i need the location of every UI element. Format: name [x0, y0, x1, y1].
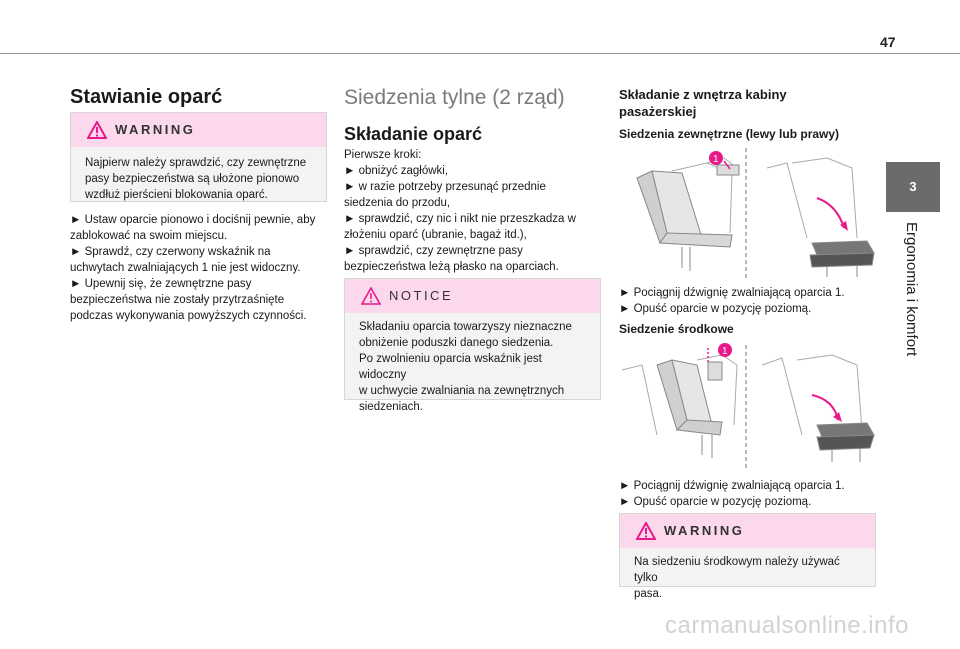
- warning-text: [85, 155, 316, 203]
- chapter-tab[interactable]: 3: [886, 162, 940, 212]
- text-line: w uchwycie zwalniania na zewnętrznych: [359, 385, 565, 397]
- warning-label: WARNING: [664, 523, 745, 538]
- warning-box-2: [619, 513, 876, 600]
- middle-seat-illustration: [612, 340, 880, 475]
- heading-skladanie-oparc: Składanie oparć: [344, 124, 483, 144]
- text-line: zablokować na swoim miejscu.: [70, 230, 228, 242]
- text-line: Na siedzeniu środkowym należy używać tylko: [634, 556, 840, 584]
- text-line: ► Ustaw oparcie pionowo i dociśnij pewnie, aby: [70, 214, 316, 226]
- text-line: ► Sprawdź, czy czerwony wskaźnik na: [70, 246, 271, 258]
- col1-body: [70, 212, 330, 324]
- text-line: ► Opuść oparcie w pozycję poziomą.: [619, 496, 812, 508]
- notice-label: NOTICE: [389, 288, 454, 303]
- text-line: ► sprawdzić, czy zewnętrzne pasy: [344, 245, 523, 257]
- heading-line: pasażerskiej: [619, 104, 697, 119]
- warning-label: WARNING: [115, 122, 196, 137]
- outer-seat-illustration: [612, 143, 880, 283]
- text-line: ► w razie potrzeby przesunąć przednie: [344, 181, 546, 193]
- text-line: pasa.: [634, 588, 663, 600]
- text-line: wzdłuż pierścieni blokowania oparć.: [85, 189, 268, 201]
- col2-body: [344, 147, 604, 275]
- warning-box-1: [70, 112, 327, 202]
- text-line: siedzeniach.: [359, 401, 423, 413]
- text-line: bezpieczeństwa leżą płasko na oparciach.: [344, 261, 559, 273]
- footer-watermark: carmanualsonline.info: [665, 612, 909, 639]
- text-line: ► obniżyć zagłówki,: [344, 165, 449, 177]
- text-line: pasy bezpieczeństwa są ułożone pionowo: [85, 173, 300, 185]
- middle-steps: [619, 478, 879, 510]
- text-line: ► Upewnij się, że zewnętrzne pasy: [70, 278, 252, 290]
- notice-icon: [361, 287, 381, 305]
- text-line: Pierwsze kroki:: [344, 149, 422, 161]
- text-line: obniżenie poduszki danego siedzenia.: [359, 337, 554, 349]
- warning-header: [620, 514, 875, 548]
- text-line: ► Pociągnij dźwignię zwalniającą oparcia 1.: [619, 480, 845, 492]
- text-line: siedzenia do przodu,: [344, 197, 451, 209]
- text-line: złożeniu oparć (ubranie, bagaż itd.),: [344, 229, 527, 241]
- warning-icon: [87, 121, 107, 139]
- callout-number: 1: [713, 154, 719, 165]
- text-line: Po zwolnieniu oparcia wskaźnik jest widoczny: [359, 353, 542, 381]
- text-line: uchwytach zwalniających 1 nie jest widoczny.: [70, 262, 301, 274]
- notice-text: [359, 319, 590, 415]
- text-line: podczas wykonywania powyższych czynności.: [70, 310, 307, 322]
- warning-text: [634, 554, 865, 602]
- text-line: ► Opuść oparcie w pozycję poziomą.: [619, 303, 812, 315]
- warning-icon: [636, 522, 656, 540]
- text-line: ► Pociągnij dźwignię zwalniającą oparcia 1.: [619, 287, 845, 299]
- heading-siedzenia-tylne: Siedzenia tylne (2 rząd): [344, 86, 565, 109]
- heading-outer-seats: Siedzenia zewnętrzne (lewy lub prawy): [619, 127, 840, 141]
- text-line: Składaniu oparcia towarzyszy nieznaczne: [359, 321, 572, 333]
- chapter-title-text: Ergonomia i komfort: [903, 222, 920, 357]
- text-line: bezpieczeństwa nie zostały przytrzaśnięte: [70, 294, 285, 306]
- page-number: 47: [880, 34, 896, 50]
- notice-box: [344, 278, 601, 413]
- notice-header: [345, 279, 600, 313]
- warning-header: [71, 113, 326, 147]
- callout-number: 1: [722, 346, 728, 357]
- text-line: ► sprawdzić, czy nic i nikt nie przeszkadza w: [344, 213, 576, 225]
- heading-stawianie: Stawianie oparć: [70, 86, 223, 108]
- text-line: Najpierw należy sprawdzić, czy zewnętrzne: [85, 157, 307, 169]
- header-rule: [0, 53, 960, 54]
- outer-steps: [619, 285, 879, 317]
- chapter-title: [886, 212, 940, 392]
- heading-skladanie-wnetrze: [619, 86, 787, 120]
- heading-line: Składanie z wnętrza kabiny: [619, 87, 787, 102]
- heading-middle-seat: Siedzenie środkowe: [619, 322, 734, 336]
